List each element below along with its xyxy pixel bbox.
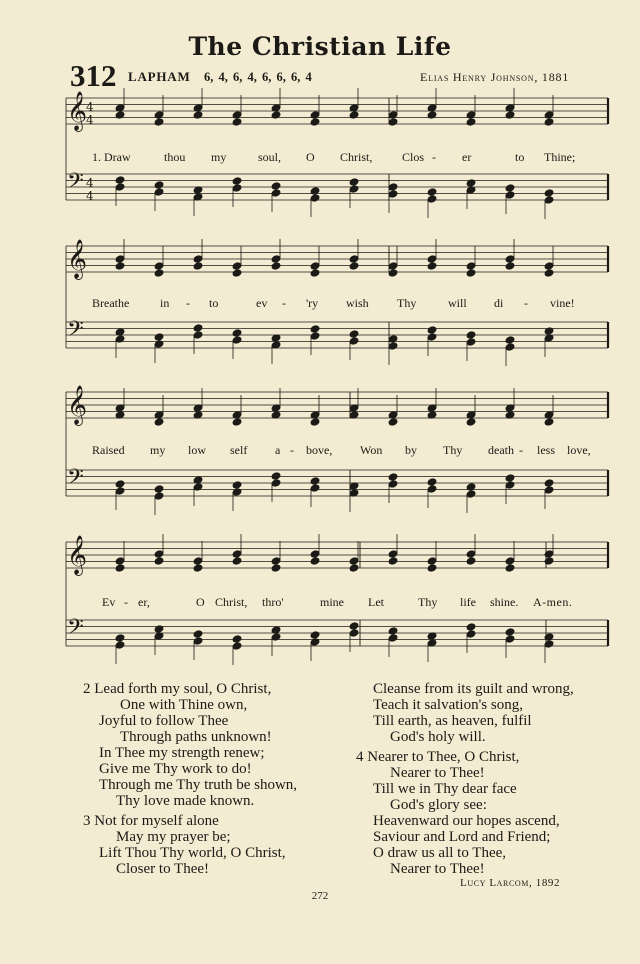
verse-line: Heavenward our hopes ascend, <box>373 813 560 829</box>
note-head <box>544 111 554 120</box>
verse-line: God's holy will. <box>390 729 486 745</box>
treble-clef-icon: 𝄞 <box>67 385 88 425</box>
note-head <box>154 557 164 566</box>
note-head <box>427 255 437 264</box>
note-head <box>310 477 320 486</box>
lyric-syllable: Ev <box>102 595 116 609</box>
lyric-syllable: wish <box>346 296 369 310</box>
lyric-syllable: Let <box>368 595 384 609</box>
page-heading: The Christian Life <box>188 32 452 61</box>
note-head <box>505 255 515 264</box>
note-head <box>505 628 515 637</box>
lyric-syllable: my <box>211 150 227 164</box>
time-signature: 4 <box>86 113 94 127</box>
note-head <box>115 255 125 264</box>
verse-line: Give me Thy work to do! <box>99 761 252 777</box>
lyric-syllable: Breathe <box>92 296 130 310</box>
note-head <box>232 550 242 559</box>
note-head <box>154 625 164 634</box>
verse-line: Joyful to follow Thee <box>99 713 229 729</box>
note-head <box>310 484 320 493</box>
note-head <box>466 111 476 120</box>
lyric-syllable: - <box>432 150 436 164</box>
note-head <box>505 564 515 573</box>
lyric-syllable: mine <box>320 595 344 609</box>
note-head <box>115 176 125 185</box>
note-head <box>232 111 242 120</box>
lyric-syllable: in <box>160 296 170 310</box>
note-head <box>271 182 281 191</box>
note-head <box>232 329 242 338</box>
note-head <box>310 418 320 427</box>
note-head <box>388 342 398 351</box>
author-credit: Lucy Larcom, 1892 <box>460 877 561 889</box>
lyric-syllable: vine! <box>550 296 575 310</box>
note-head <box>466 179 476 188</box>
verse-line: Through me Thy truth be shown, <box>99 777 298 793</box>
note-head <box>388 550 398 559</box>
verse-line: Through paths unknown! <box>120 729 272 745</box>
lyric-syllable: death <box>488 443 514 457</box>
verse-line: God's glory see: <box>390 797 487 813</box>
note-head <box>544 269 554 278</box>
note-head <box>427 564 437 573</box>
note-head <box>349 337 359 346</box>
lyric-syllable: to <box>209 296 219 310</box>
lyric-syllable: ev <box>256 296 268 310</box>
note-head <box>544 557 554 566</box>
note-head <box>505 262 515 271</box>
note-head <box>310 557 320 566</box>
composer: Elias Henry Johnson, 1881 <box>420 70 570 84</box>
lyric-syllable: - <box>519 443 523 457</box>
verse-line: In Thee my strength renew; <box>99 745 265 761</box>
note-head <box>232 184 242 193</box>
verse-line: Till we in Thy dear face <box>373 781 517 797</box>
note-head <box>193 331 203 340</box>
verse-line: One with Thine own, <box>120 697 248 713</box>
note-head <box>388 418 398 427</box>
note-head <box>271 189 281 198</box>
note-head <box>427 111 437 120</box>
verse-line: Till earth, as heaven, fulfil <box>373 713 532 729</box>
verse-line: Thy love made known. <box>116 793 255 809</box>
note-head <box>271 633 281 642</box>
note-head <box>427 195 437 204</box>
note-head <box>427 326 437 335</box>
note-head <box>427 478 437 487</box>
note-head <box>232 262 242 271</box>
note-head <box>115 634 125 643</box>
time-signature: 4 <box>86 176 94 190</box>
note-head <box>388 190 398 199</box>
lyric-amen: A-men. <box>533 595 573 609</box>
lyric-syllable: Clos <box>402 150 425 164</box>
note-head <box>544 640 554 649</box>
note-head <box>388 262 398 271</box>
lyric-syllable: love, <box>567 443 591 457</box>
verse-line: 3 Not for myself alone <box>83 813 219 829</box>
note-head <box>232 557 242 566</box>
note-head <box>505 336 515 345</box>
note-head <box>466 550 476 559</box>
note-head <box>466 331 476 340</box>
note-head <box>466 269 476 278</box>
lyric-syllable: shine. <box>490 595 519 609</box>
note-head <box>154 485 164 494</box>
note-head <box>193 324 203 333</box>
note-head <box>232 177 242 186</box>
note-head <box>310 187 320 196</box>
note-head <box>115 487 125 496</box>
verse-line: Cleanse from its guilt and wrong, <box>373 681 574 697</box>
note-head <box>115 262 125 271</box>
note-head <box>349 262 359 271</box>
verse-line: 4 Nearer to Thee, O Christ, <box>356 749 520 765</box>
lyric-syllable: less <box>537 443 555 457</box>
note-head <box>388 480 398 489</box>
note-head <box>115 564 125 573</box>
note-head <box>349 629 359 638</box>
note-head <box>388 634 398 643</box>
page-number: 272 <box>311 890 329 902</box>
verse-line: May my prayer be; <box>116 829 231 845</box>
lyric-syllable: 'ry <box>306 296 319 310</box>
lyric-syllable: life <box>460 595 476 609</box>
treble-clef-icon: 𝄞 <box>67 535 88 575</box>
note-head <box>388 183 398 192</box>
note-head <box>505 474 515 483</box>
verse-line: Teach it salvation's song, <box>373 697 523 713</box>
lyric-syllable: - <box>124 595 128 609</box>
note-head <box>505 343 515 352</box>
note-head <box>271 564 281 573</box>
note-head <box>505 557 515 566</box>
note-head <box>310 111 320 120</box>
lyric-syllable: di <box>494 296 504 310</box>
lyric-syllable: to <box>515 150 525 164</box>
verse-line: Nearer to Thee! <box>390 765 485 781</box>
note-head <box>505 184 515 193</box>
note-head <box>427 557 437 566</box>
note-head <box>544 262 554 271</box>
note-head <box>544 418 554 427</box>
note-head <box>115 557 125 566</box>
note-head <box>115 480 125 489</box>
note-head <box>154 188 164 197</box>
note-head <box>154 269 164 278</box>
note-head <box>466 490 476 499</box>
note-head <box>232 269 242 278</box>
note-head <box>232 635 242 644</box>
note-head <box>154 181 164 190</box>
note-head <box>349 255 359 264</box>
note-head <box>388 473 398 482</box>
note-head <box>544 550 554 559</box>
note-head <box>349 622 359 631</box>
note-head <box>193 630 203 639</box>
note-head <box>427 262 437 271</box>
lyric-syllable: Thine; <box>544 150 576 164</box>
note-head <box>232 336 242 345</box>
note-head <box>349 557 359 566</box>
treble-clef-icon: 𝄞 <box>67 239 88 279</box>
note-head <box>349 185 359 194</box>
note-head <box>271 262 281 271</box>
note-head <box>115 111 125 120</box>
bass-clef-icon: 𝄢 <box>67 169 84 199</box>
note-head <box>466 483 476 492</box>
note-head <box>505 111 515 120</box>
note-head <box>193 483 203 492</box>
note-head <box>154 550 164 559</box>
hymn-number: 312 <box>70 58 117 93</box>
treble-clef-icon: 𝄞 <box>67 91 88 131</box>
note-head <box>349 330 359 339</box>
meter: 6, 4, 6, 4, 6, 6, 6, 4 <box>204 70 312 84</box>
note-head <box>466 338 476 347</box>
lyric-syllable: my <box>150 443 166 457</box>
lyric-syllable: Won <box>360 443 383 457</box>
note-head <box>232 642 242 651</box>
note-head <box>271 472 281 481</box>
note-head <box>310 118 320 127</box>
note-head <box>427 188 437 197</box>
note-head <box>310 325 320 334</box>
lyric-syllable: Thy <box>443 443 463 457</box>
note-head <box>544 479 554 488</box>
lyric-syllable: Christ, <box>215 595 248 609</box>
note-head <box>544 633 554 642</box>
note-head <box>193 262 203 271</box>
lyric-syllable: by <box>405 443 417 457</box>
note-head <box>232 118 242 127</box>
note-head <box>193 564 203 573</box>
note-head <box>115 335 125 344</box>
verse-line: Saviour and Lord and Friend; <box>373 829 551 845</box>
lyric-syllable: bove, <box>306 443 333 457</box>
lyric-syllable: a <box>275 443 281 457</box>
lyric-syllable: Christ, <box>340 150 373 164</box>
note-head <box>505 481 515 490</box>
bass-clef-icon: 𝄢 <box>67 465 84 495</box>
lyric-syllable: thou <box>164 150 186 164</box>
bass-clef-icon: 𝄢 <box>67 615 84 645</box>
lyric-syllable: O <box>306 150 315 164</box>
note-head <box>271 255 281 264</box>
note-head <box>154 262 164 271</box>
note-head <box>154 340 164 349</box>
verse-line: O draw us all to Thee, <box>373 845 507 861</box>
lyric-syllable: thro' <box>262 595 284 609</box>
lyric-syllable: Thy <box>397 296 417 310</box>
time-signature: 4 <box>86 189 94 203</box>
note-head <box>271 557 281 566</box>
note-head <box>193 637 203 646</box>
note-head <box>349 111 359 120</box>
lyric-syllable: - <box>186 296 190 310</box>
verse-line: Nearer to Thee! <box>390 861 485 877</box>
note-head <box>466 630 476 639</box>
note-head <box>505 191 515 200</box>
lyric-syllable: 1. Draw <box>92 150 131 164</box>
lyric-syllable: er, <box>138 595 150 609</box>
note-head <box>310 332 320 341</box>
verse-line: 2 Lead forth my soul, O Christ, <box>83 681 272 697</box>
note-head <box>310 262 320 271</box>
note-head <box>466 118 476 127</box>
note-head <box>232 488 242 497</box>
lyric-syllable: soul, <box>258 150 282 164</box>
note-head <box>349 178 359 187</box>
note-head <box>310 550 320 559</box>
lyric-syllable: Thy <box>418 595 438 609</box>
verse-line: Lift Thou Thy world, O Christ, <box>99 845 286 861</box>
verse-line: Closer to Thee! <box>116 861 210 877</box>
note-head <box>154 118 164 127</box>
note-head <box>271 479 281 488</box>
note-head <box>427 485 437 494</box>
note-head <box>466 557 476 566</box>
note-head <box>310 269 320 278</box>
note-head <box>388 111 398 120</box>
note-head <box>388 118 398 127</box>
note-head <box>388 269 398 278</box>
note-head <box>466 623 476 632</box>
note-head <box>544 189 554 198</box>
note-head <box>388 627 398 636</box>
note-head <box>310 638 320 647</box>
lyric-syllable: - <box>524 296 528 310</box>
note-head <box>232 418 242 427</box>
note-head <box>544 327 554 336</box>
bass-clef-icon: 𝄢 <box>67 317 84 347</box>
note-head <box>466 262 476 271</box>
note-head <box>115 183 125 192</box>
lyric-syllable: er <box>462 150 472 164</box>
note-head <box>349 564 359 573</box>
note-head <box>310 194 320 203</box>
tune-name: LAPHAM <box>128 69 191 84</box>
note-head <box>388 335 398 344</box>
note-head <box>115 641 125 650</box>
lyric-syllable: O <box>196 595 205 609</box>
note-head <box>154 418 164 427</box>
lyric-syllable: self <box>230 443 248 457</box>
note-head <box>544 196 554 205</box>
note-head <box>154 333 164 342</box>
note-head <box>544 486 554 495</box>
note-head <box>271 111 281 120</box>
note-head <box>193 255 203 264</box>
note-head <box>193 111 203 120</box>
note-head <box>466 418 476 427</box>
note-head <box>154 111 164 120</box>
note-head <box>544 118 554 127</box>
lyric-syllable: - <box>290 443 294 457</box>
lyric-syllable: - <box>282 296 286 310</box>
note-head <box>310 631 320 640</box>
note-head <box>232 481 242 490</box>
note-head <box>388 557 398 566</box>
note-head <box>505 635 515 644</box>
note-head <box>193 557 203 566</box>
note-head <box>427 333 437 342</box>
lyric-syllable: Raised <box>92 443 125 457</box>
time-signature: 4 <box>86 100 94 114</box>
note-head <box>154 492 164 501</box>
lyric-syllable: will <box>448 296 467 310</box>
lyric-syllable: low <box>188 443 206 457</box>
